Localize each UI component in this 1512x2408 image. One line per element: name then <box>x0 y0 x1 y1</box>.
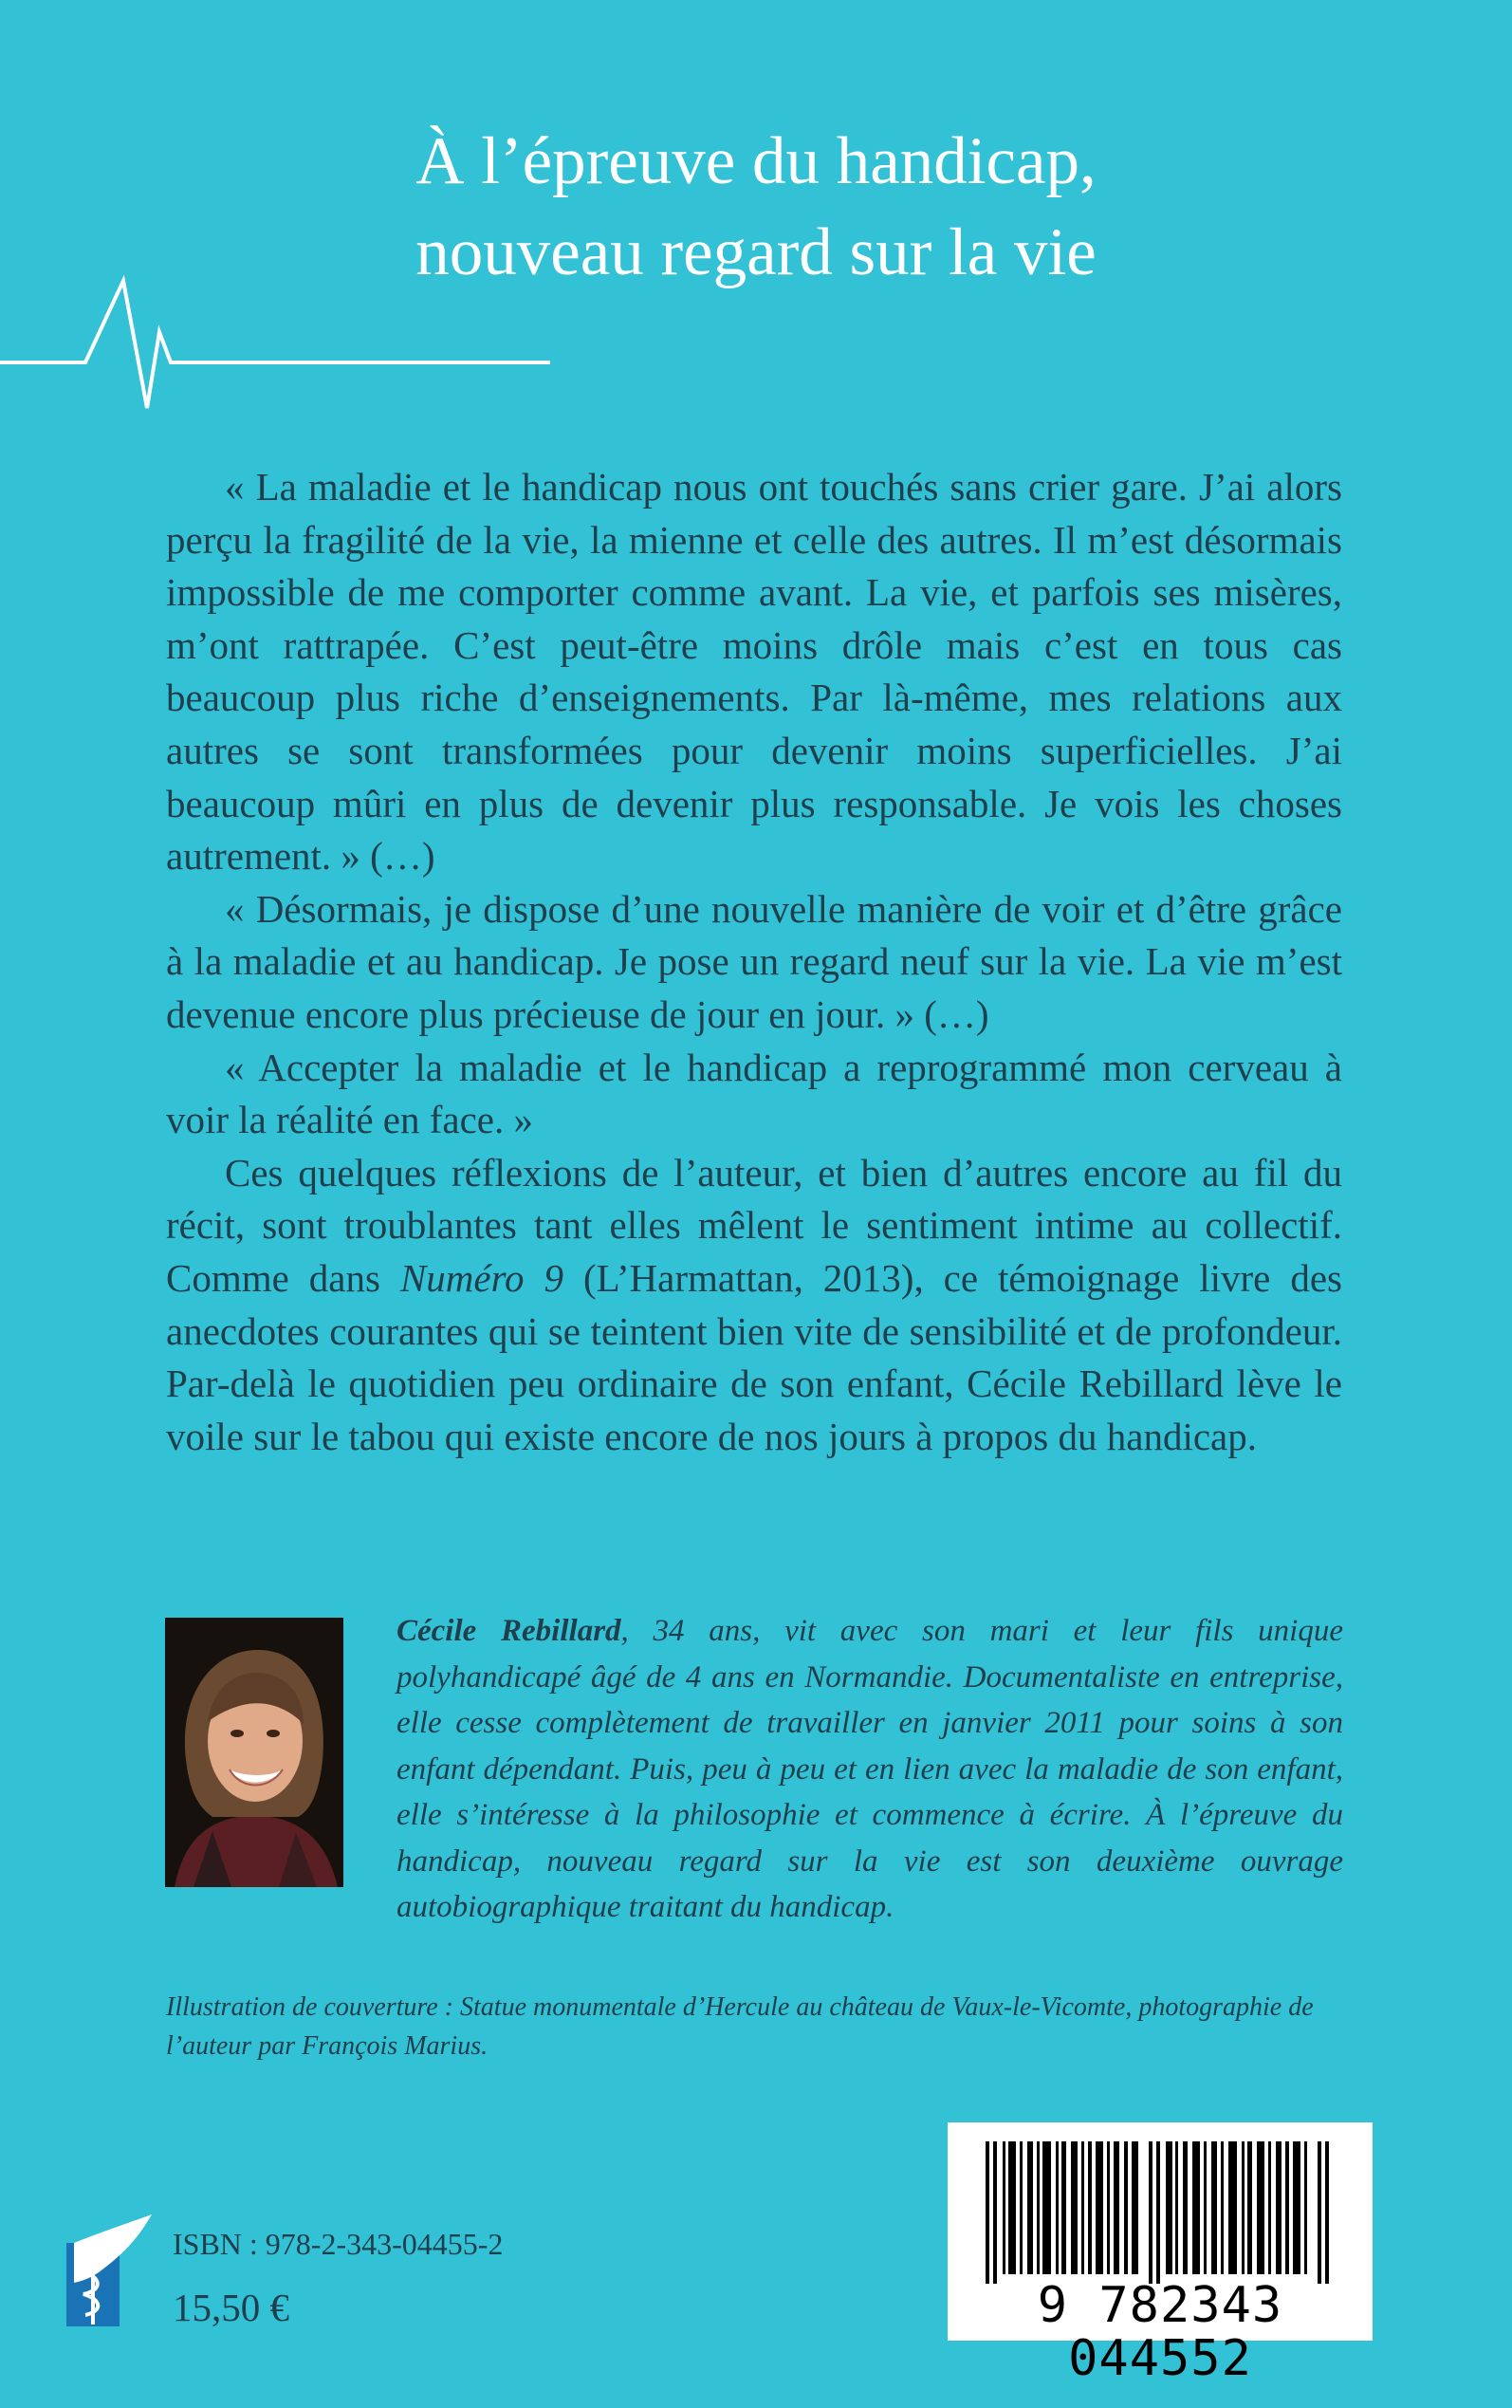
title-line-1: À l’épreuve du handicap, <box>415 124 1097 198</box>
barcode-digits: 9 782343 044552 <box>1037 2277 1283 2387</box>
quote-paragraph-2: « Désormais, je dispose d’une nouvelle manière de voir et d’être grâce à la maladie et au handicap. Je pose un regard neuf sur la vie. La vie m’est devenue encore plus précieuse de jour en jour. » (…) <box>166 886 1342 1036</box>
price: 15,50 € <box>173 2286 289 2329</box>
author-photo <box>165 1618 343 1887</box>
summary-paragraph <box>166 1147 1342 1464</box>
author-bio-text: , 34 ans, vit avec son mari et leur fils unique polyhandicapé âgé de 4 ans en Normandie. Documentaliste en entreprise, elle cesse complètement de travailler en janvier 2011 pour soins à son enfant dépendant. Puis, peu à peu et en lien avec la maladie de son enfant, elle s’intéresse à la philosophie et commence à écrire. À l’épreuve du handicap, nouveau regard sur la vie est son deuxième ouvrage autobiographique traitant du handicap. <box>396 1614 1343 1924</box>
title-line-2: nouveau regard sur la vie <box>415 215 1097 289</box>
back-cover-text <box>166 461 1342 1463</box>
cover-illustration-credit: Illustration de couverture : Statue monumentale d’Hercule au château de Vaux-le-Vicomte, photographie de l’auteur par François Marius. <box>166 1992 1314 2061</box>
heartbeat-line-icon <box>0 275 560 417</box>
summary-text-after: (L’Harmattan, 2013), ce témoignage livre des anecdotes courantes qui se teintent bien vite de sensibilité et de profondeur. Par-delà le quotidien peu ordinaire de son enfant, Cécile Rebillard lève le voile sur le tabou qui existe encore de nos jours à propos du handicap. <box>166 1255 1343 1458</box>
quote-paragraph-3: « Accepter la maladie et le handicap a reprogrammé mon cerveau à voir la réalité en face. » <box>166 1045 1342 1142</box>
quote-paragraph-1: « La maladie et le handicap nous ont touchés sans crier gare. J’ai alors perçu la fragilité de la vie, la mienne et celle des autres. Il m’est désormais impossible de me comporter comme avant. La vie, et parfois ses misères, m’ont rattrapée. C’est peut-être moins drôle mais c’est en tous cas beaucoup plus riche d’enseignements. Par là-même, mes relations aux autres se sont transformées pour devenir moins superficielles. J’ai beaucoup mûri en plus de devenir plus responsable. Je vois les choses autrement. » (…) <box>166 465 1342 879</box>
author-portrait-image <box>165 1618 343 1887</box>
isbn: ISBN : 978-2-343-04455-2 <box>173 2227 504 2261</box>
barcode-bars-icon <box>986 2141 1335 2284</box>
barcode <box>948 2122 1373 2387</box>
book-title <box>0 116 1512 298</box>
referenced-book-title: Numéro 9 <box>399 1255 563 1300</box>
summary-text-before: Ces quelques réflexions de l’auteur, et bien d’autres encore au fil du récit, sont troublantes tant elles mêlent le sentiment intime au collectif. Comme dans <box>166 1150 1342 1300</box>
publisher-logo-icon <box>65 2214 155 2328</box>
author-bio <box>396 1608 1343 1931</box>
author-name: Cécile Rebillard <box>396 1614 621 1648</box>
